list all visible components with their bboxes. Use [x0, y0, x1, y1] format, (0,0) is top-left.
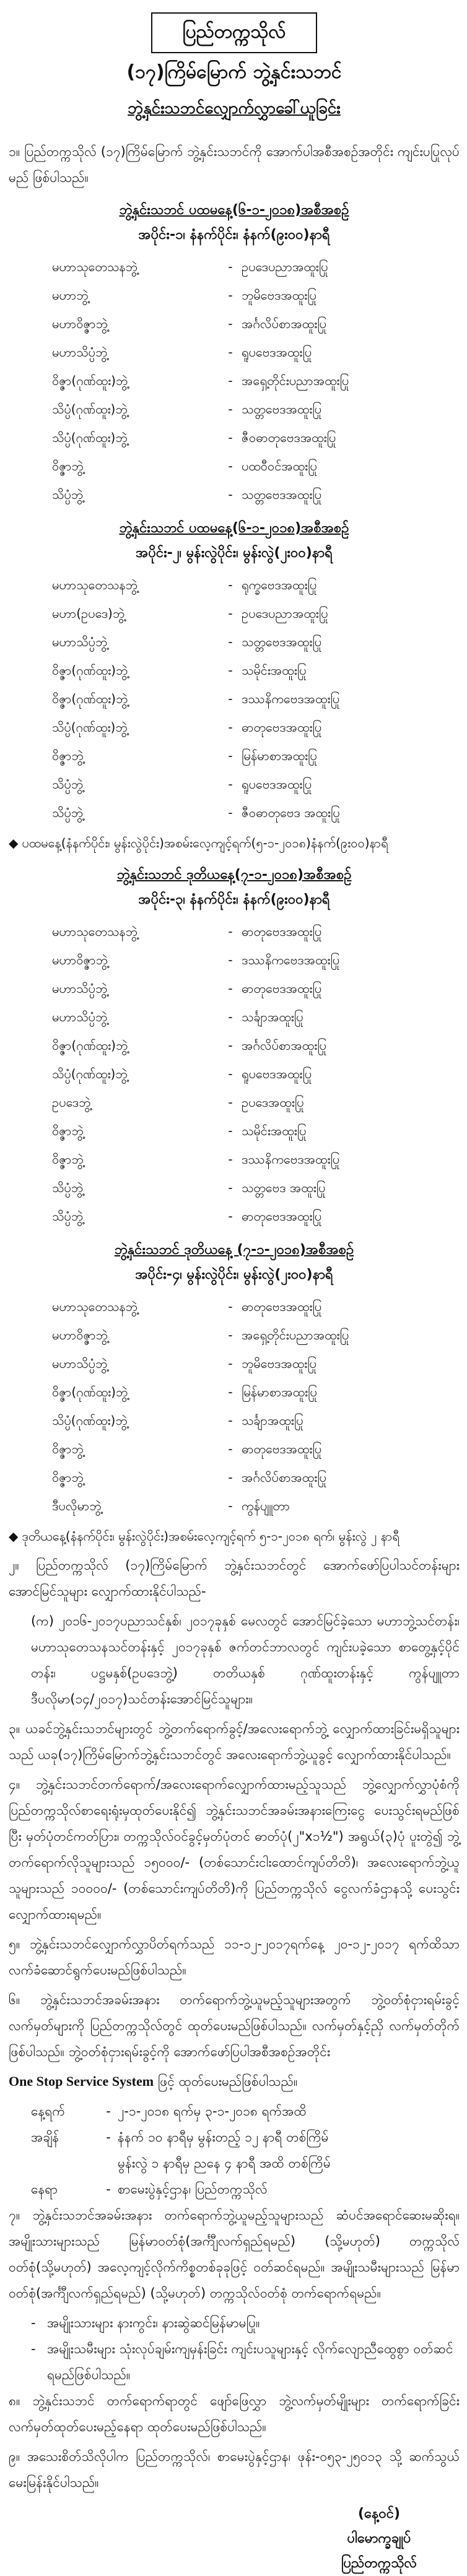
degree-row: မဟာသိပ္ပံဘွဲ့ - သင်္ချာအထူးပြု	[9, 1003, 460, 1031]
schedule-value: နံနက် ၁၀ နာရီမှ မွန်းတည့် ၁၂ နာရီ တစ်ကြိမ်	[118, 2130, 329, 2145]
degree-name: သိပ္ပံ(ဂုဏ်ထူး)ဘွဲ့	[52, 430, 128, 445]
degree-name: မဟာသိပ္ပံဘွဲ့	[52, 1009, 108, 1024]
major-name: ဇီဝဓာတုဗေဒအထူးပြု	[242, 430, 336, 445]
paragraph-text: ဘွဲ့နှင်းသဘင် တက်ရောက်ရာတွင် ဖျော်ဖြေလွှာ ဘွဲ့လက်မှတ်မျိုးများ တက်ရောက်ခြင်း လက်မှတ်ထုတ်ပေးမည့်နေရာ ထုတ်ပေးမည်ဖြစ်ပါသည်။	[9, 2393, 460, 2434]
major-name: အရှေ့တိုင်းပညာအထူးပြု	[242, 373, 349, 388]
schedule-key	[9, 2150, 99, 2176]
degree-name: ဝိဇ္ဇာဘွဲ့	[52, 1470, 84, 1485]
degree-name: မဟာသုတေသနဘွဲ့	[52, 577, 137, 592]
degree-row: ဝိဇ္ဇာ(ဂုဏ်ထူး)ဘွဲ့ - အင်္ဂလိပ်စာအထူးပြု	[9, 1031, 460, 1060]
degree-row: မဟာဝိဇ္ဇာဘွဲ့ - အင်္ဂလိပ်စာအထူးပြု	[9, 309, 460, 338]
degree-name: မဟာသိပ္ပံဘွဲ့	[52, 634, 108, 649]
major-name: ဥပဒေပညာအထူးပြု	[242, 606, 328, 621]
session-block	[9, 831, 460, 1230]
degree-row: ဝိဇ္ဇာဘွဲ့ - သမိုင်းအထူးပြု	[9, 1117, 460, 1145]
major-name: သမိုင်းအထူးပြု	[242, 663, 307, 678]
degree-name: မဟာဝိဇ္ဇာဘွဲ့	[52, 953, 108, 967]
schedule-row: အချိန် - နံနက် ၁၀ နာရီမှ မွန်းတည့် ၁၂ နာရီ တစ်ကြိမ်	[9, 2124, 460, 2150]
degree-row: ဝိဇ္ဇာဘွဲ့ - မြန်မာစာအထူးပြု	[9, 741, 460, 770]
major-name: သတ္တဗေဒ အထူးပြု	[242, 1180, 326, 1195]
session-title: ဘွဲ့နှင်းသဘင် ဒုတိယနေ့(၇-၁-၂၀၁၈)အစီအစဉ်	[116, 867, 352, 883]
paragraph-text: ပြည်တက္ကသိုလ် (၁၇)ကြိမ်မြောက် ဘွဲ့နှင်းသဘင်ကို အောက်ပါအစီအစဉ်အတိုင်း ကျင်းပပြုလုပ်မည် ဖြစ်ပါသည်။	[9, 144, 460, 185]
session-block	[9, 516, 460, 827]
degree-name: ဝိဇ္ဇာဘွဲ့	[52, 459, 84, 473]
major-name: ဇီဝဓာတုဗေဒ အထူးပြု	[242, 805, 340, 820]
degree-name: ဝိဇ္ဇာ(ဂုဏ်ထူး)ဘွဲ့	[52, 663, 128, 678]
major-name: ဓာတုဗေဒအထူးပြု	[242, 1441, 322, 1456]
degree-row: မဟာဝိဇ္ဇာဘွဲ့ - ဒဿနိကဗေဒအထူးပြု	[9, 946, 460, 974]
major-name: ဓာတုဗေဒအထူးပြု	[242, 1209, 322, 1224]
paragraph-text: ဘွဲ့နှင်းသဘင်တက်ရောက်/အလေးရောက်လျှောက်ထားမည့်သူသည် ဘွဲ့လျှောက်လွှာပုံစံကို ပြည်တက္ကသိုလ်စာရေးရုံးမှထုတ်ပေးနိုင်၍ ဘွဲ့နှင်းသဘင်အခမ်းအနားကြေးငွေ ပေးသွင်းရမည်ဖြစ်ပြီး မှတ်ပုံတင်ကတ်ပြား၊ တက္ကသိုလ်ဝင်ခွင့်မှတ်ပုံတင် ဓာတ်ပုံ(၂"x၁½") အရွယ်(၃)ပုံ ပူးတွဲ၍ ဘွဲ့တက်ရောက်လိုသူများသည် ၁၅၀၀၀/- (တစ်သောင်းငါးထောင်ကျပ်တိတိ)၊ အလေးရောက်ဘွဲ့ယူသူများသည် ၁၀၀၀၀/- (တစ်သောင်းကျပ်တိတိ)ကို ပြည်တက္ကသိုလ် ငွေလက်ခံဌာနသို့ ပေးသွင်းလျှောက်ထားရမည်။	[9, 1777, 460, 1922]
paragraph-text: ဘွဲ့နှင်းသဘင်လျှောက်လွှာပိတ်ရက်သည် ၁၁-၁၂-၂၀၁၇ရက်နေ့ ၂၀-၁၂-၂၀၁၇ ရက်ထိသာ လက်ခံဆောင်ရွက်ပေးမည်ဖြစ်ပါသည်။	[9, 1937, 460, 1977]
degree-name: သိပ္ပံ(ဂုဏ်ထူး)ဘွဲ့	[52, 402, 128, 417]
schedule-value: ၂-၁-၂၀၁၈ ရက်မှ ၃-၁-၂၀၁၈ ရက်အထိ	[118, 2104, 307, 2119]
session-block	[9, 1238, 460, 1520]
degree-row: မဟာသုတေသနဘွဲ့ - ဓာတုဗေဒအထူးပြု	[9, 1292, 460, 1321]
bullet-text: အမျိုးသမီးများ သုံးလုပ်ချမ်းကျမှန်းခြင်း ကျင်းပသူများနှင့် လိုက်လျောညီထွေစွာ ဝတ်ဆင်ရမည်ဖြစ်ပါသည်။	[47, 2341, 453, 2382]
major-name: ဓာတုဗေဒအထူးပြု	[242, 924, 322, 939]
major-name: ဓာတုဗေဒအထူးပြု	[242, 981, 322, 996]
degree-row: မဟာသုတေသနဘွဲ့ - ရုက္ခဗေဒအထူးပြု	[9, 571, 460, 599]
session-title: ဘွဲ့နှင်းသဘင် ပထမနေ့(၆-၁-၂၀၁၈)အစီအစဉ်	[119, 202, 349, 218]
major-name: ဥပဒေပညာအထူးပြု	[242, 259, 328, 274]
degree-row: မဟာသုတေသနဘွဲ့ - ဓာတုဗေဒအထူးပြု	[9, 917, 460, 946]
major-name: အရှေ့တိုင်းပညာအထူးပြု	[242, 1328, 349, 1342]
major-name: သတ္တဗေဒအထူးပြု	[242, 487, 322, 502]
degree-row: သိပ္ပံဘွဲ့ - သတ္တဗေဒအထူးပြု	[9, 480, 460, 509]
degree-name: မဟာဘွဲ့	[52, 288, 89, 303]
major-name: ဓာတုဗေဒအထူးပြု	[242, 720, 322, 735]
dress-code-bullet: - အမျိုးသမီးများ သုံးလုပ်ချမ်းကျမှန်းခြင်း ကျင်းပသူများနှင့် လိုက်လျောညီထွေစွာ ဝတ်ဆင်ရမည်ဖြစ်ပါသည်။	[9, 2336, 460, 2388]
session-title: ဘွဲ့နှင်းသဘင် ပထမနေ့(၆-၁-၂၀၁၈)အစီအစဉ်	[119, 521, 349, 536]
degree-row: မဟာဘွဲ့ - ဘူမိဗေဒအထူးပြု	[9, 281, 460, 309]
degree-row: ဝိဇ္ဇာဘွဲ့ - အင်္ဂလိပ်စာအထူးပြု	[9, 1463, 460, 1492]
degree-name: ဝိဇ္ဇာဘွဲ့	[52, 1441, 84, 1456]
degree-row: သိပ္ပံ(ဂုဏ်ထူး)ဘွဲ့ - ဇီဝဓာတုဗေဒအထူးပြု	[9, 423, 460, 452]
degree-row: သိပ္ပံဘွဲ့ - ရူပဗေဒအထူးပြု	[9, 770, 460, 798]
session-title: ဘွဲ့နှင်းသဘင် ဒုတိယနေ့ (၇-၁-၂၀၁၈)အစီအစဉ်	[114, 1242, 354, 1258]
major-name: ဒဿနိကဗေဒအထူးပြု	[242, 691, 340, 706]
one-stop-line	[9, 2068, 460, 2094]
major-name: ဥပဒေအထူးပြု	[242, 1095, 304, 1110]
major-name: ကွန်ပျူတာ	[242, 1498, 290, 1513]
degree-name: သိပ္ပံဘွဲ့	[52, 1180, 83, 1195]
major-name: အင်္ဂလိပ်စာအထူးပြု	[242, 1038, 326, 1053]
major-name: ရုက္ခဗေဒအထူးပြု	[242, 577, 317, 592]
rehearsal-note-text: ဒုတိယနေ့(နံနက်ပိုင်း၊ မွန်းလွဲပိုင်း)အစမ်းလေ့ကျင့်ရက် ၅-၁-၂၀၁၈ ရက်၊ မွန်းလွဲ ၂ နာရီ	[22, 1529, 399, 1544]
session-time: အပိုင်း-၁၊ နံနက်ပိုင်း၊ နံနက်(၉း၀၀)နာရီ	[138, 227, 330, 243]
one-stop-tail: ဖြင့် ထုတ်ပေးမည်ဖြစ်ပါသည်။	[157, 2074, 298, 2089]
schedule-key: နေ့ရက်	[31, 2104, 65, 2119]
degree-row: ဝိဇ္ဇာ(ဂုဏ်ထူး)ဘွဲ့ - ဒဿနိကဗေဒအထူးပြု	[9, 685, 460, 713]
deadline-paragraph	[9, 1931, 460, 1983]
diamond-bullet-icon: ◆	[9, 1529, 19, 1544]
degree-row: မဟာသိပ္ပံဘွဲ့ - ဘူမိဗေဒအထူးပြု	[9, 1349, 460, 1378]
degree-row: မဟာဝိဇ္ဇာဘွဲ့ - အရှေ့တိုင်းပညာအထူးပြု	[9, 1321, 460, 1349]
major-name: ဒဿနိကဗေဒအထူးပြု	[242, 953, 340, 967]
schedule-key: နေရာ	[31, 2182, 58, 2197]
dress-code-paragraph	[9, 2202, 460, 2306]
schedule-value: စာမေးပွဲနှင့်ဌာန၊ ပြည်တက္ကသိုလ်	[118, 2182, 268, 2197]
major-name: မြန်မာစာအထူးပြု	[242, 748, 317, 763]
major-name: ဓာတုဗေဒအထူးပြု	[242, 1299, 322, 1314]
degree-name: မဟာသိပ္ပံဘွဲ့	[52, 345, 108, 360]
signature-block	[9, 2502, 460, 2576]
degree-name: သိပ္ပံဘွဲ့	[52, 487, 83, 502]
paragraph-number: ၅။	[9, 1937, 20, 1951]
degree-name: သိပ္ပံဘွဲ့	[52, 777, 83, 792]
degree-row: သိပ္ပံ(ဂုဏ်ထူး)ဘွဲ့ - သတ္တဗေဒအထူးပြု	[9, 395, 460, 423]
session-block	[9, 198, 460, 509]
degree-name: ဝိဇ္ဇာ(ဂုဏ်ထူး)ဘွဲ့	[52, 691, 128, 706]
paragraph-number: ၉။	[9, 2449, 20, 2464]
degree-row: မဟာသိပ္ပံဘွဲ့ - ရူပဗေဒအထူးပြု	[9, 338, 460, 366]
degree-row: သိပ္ပံဘွဲ့ - ဇီဝဓာတုဗေဒ အထူးပြု	[9, 798, 460, 827]
degree-name: မဟာ(ဥပဒေ)ဘွဲ့	[52, 606, 125, 621]
degree-row: ဥပဒေဘွဲ့ - ဥပဒေအထူးပြု	[9, 1088, 460, 1117]
major-name: ပထဝီဝင်အထူးပြု	[242, 459, 317, 473]
major-name: သင်္ချာအထူးပြု	[242, 1009, 303, 1024]
paragraph-number: ၄။	[9, 1777, 20, 1792]
application-fee-paragraph	[9, 1771, 460, 1927]
major-name: အင်္ဂလိပ်စာအထူးပြု	[242, 316, 326, 331]
degree-name: သိပ္ပံ(ဂုဏ်ထူး)ဘွဲ့	[52, 1066, 128, 1081]
degree-name: သိပ္ပံဘွဲ့	[52, 805, 83, 820]
signature-line-1: (နေ့ဝင်)	[358, 2506, 400, 2522]
eligibility-subclause: (က) ၂၀၁၆-၂၀၁၇ပညာသင်နှစ်၊ ၂၀၁၇ခုနှစ် မေလတွင် အောင်မြင်ခဲ့သော မဟာဘွဲ့သင်တန်း၊ မဟာသုတေသနသင်တန်းနှင့် ၂၀၁၇ခုနှစ် ဇက်တင်ဘာလတွင် ကျင်းပခဲ့သော စာတွေ့နှင့်ပိုင်တန်း၊ ပဋ္ဌမနှစ်(ဥပဒေဘွဲ့) တတိယနှစ် ဂုဏ်ထူးတန်းနှင့် ကွန်ပျူတာဒီပလိုမာ(၁၄/၂၀၁၇)သင်တန်းအောင်မြင်သူများ။	[31, 1614, 460, 1706]
major-name: ရူပဗေဒအထူးပြု	[242, 345, 312, 360]
major-name: အင်္ဂလိပ်စာအထူးပြု	[242, 1470, 326, 1485]
degree-row: ဒီပလိုမာဘွဲ့ - ကွန်ပျူတာ	[9, 1492, 460, 1520]
degree-row: သိပ္ပံ(ဂုဏ်ထူး)ဘွဲ့ - ရူပဗေဒအထူးပြု	[9, 1060, 460, 1088]
degree-name: ဝိဇ္ဇာဘွဲ့	[52, 1123, 84, 1138]
rehearsal-note	[9, 831, 460, 855]
late-degree-paragraph	[9, 1716, 460, 1768]
schedule-row: နေ့ရက် - ၂-၁-၂၀၁၈ ရက်မှ ၃-၁-၂၀၁၈ ရက်အထိ	[9, 2098, 460, 2124]
degree-name: ဝိဇ္ဇာ(ဂုဏ်ထူး)ဘွဲ့	[52, 1038, 128, 1053]
schedule-value: မွန်းလွဲ ၁ နာရီမှ ညနေ ၄ နာရီ အထိ တစ်ကြိမ်	[118, 2156, 331, 2171]
one-stop-service-label: One Stop Service System	[9, 2073, 154, 2089]
signature-line-2: ပါမောက္ခချုပ်	[347, 2531, 411, 2546]
schedule-key: အချိန်	[31, 2130, 59, 2145]
paragraph-text: ဘွဲ့နှင်းသဘင်အခမ်းအနား တက်ရောက်ဘွဲ့ယူမည့်သူများသည် ဆံပင်အရောင်ဆေးမဆိုးရ။ အမျိုးသားများသည် မြန်မာဝတ်စုံ(အင်္ကျီလက်ရှည်ရမည်) (သို့မဟုတ်) တက္ကသိုလ်ဝတ်စုံ(သို့မဟုတ်) အလေ့ကျင့်လိုက်ကိစ္စတစ်ခုခုဖြင့် ဝတ်ဆင်ရမည်။ အမျိုးသမီးများသည် မြန်မာဝတ်စုံ(အင်္ကျီလက်ရှည်ရမည်) (သို့မဟုတ်) တက္ကသိုလ်ဝတ်စုံ တက်ရောက်ရမည်။	[9, 2208, 460, 2301]
degree-name: မဟာသုတေသနဘွဲ့	[52, 924, 137, 939]
major-name: ဘူမိဗေဒအထူးပြု	[242, 288, 316, 303]
paragraph-number: ၃။	[9, 1721, 20, 1736]
degree-row: ဝိဇ္ဇာဘွဲ့ - ဓာတုဗေဒအထူးပြု	[9, 1435, 460, 1463]
paragraph-text: ပြည်တက္ကသိုလ် (၁၇)ကြိမ်မြောက် ဘွဲ့နှင်းသဘင်တွင် အောက်ဖော်ပြပါသင်တန်းများ အောင်မြင်သူများ လျှောက်ထားနိုင်ပါသည်-	[9, 1558, 460, 1599]
degree-row: ဝိဇ္ဇာဘွဲ့ - ဒဿနိကဗေဒအထူးပြု	[9, 1145, 460, 1173]
session-time: အပိုင်း-၂၊ မွန်းလွဲပိုင်း၊ မွန်းလွဲ(၂း၀၀)နာရီ	[136, 545, 333, 561]
degree-name: ဝိဇ္ဇာဘွဲ့	[52, 748, 84, 763]
session-time: အပိုင်း-၄၊ မွန်းလွဲပိုင်း၊ မွန်းလွဲ(၂း၀၀)နာရီ	[135, 1267, 333, 1282]
degree-name: ဝိဇ္ဇာ(ဂုဏ်ထူး)ဘွဲ့	[52, 373, 128, 388]
degree-row: ဝိဇ္ဇာ(ဂုဏ်ထူး)ဘွဲ့ - မြန်မာစာအထူးပြု	[9, 1378, 460, 1406]
degree-name: ဒီပလိုမာဘွဲ့	[52, 1498, 102, 1513]
degree-name: သိပ္ပံ(ဂုဏ်ထူး)ဘွဲ့	[52, 1413, 128, 1428]
major-name: ရူပဗေဒအထူးပြု	[242, 1066, 312, 1081]
degree-name: မဟာသိပ္ပံဘွဲ့	[52, 981, 108, 996]
eligibility-paragraph	[9, 1552, 460, 1604]
major-name: ဒဿနိကဗေဒအထူးပြု	[242, 1152, 340, 1167]
diamond-bullet-icon: ◆	[9, 836, 19, 850]
degree-row: သိပ္ပံဘွဲ့ - ဓာတုဗေဒအထူးပြု	[9, 1202, 460, 1230]
degree-name: မဟာသုတေသနဘွဲ့	[52, 259, 137, 274]
gown-schedule	[9, 2098, 460, 2202]
major-name: ရူပဗေဒအထူးပြု	[242, 777, 312, 792]
degree-name: မဟာဝိဇ္ဇာဘွဲ့	[52, 1328, 108, 1342]
convocation-subtitle: (၁၇)ကြိမ်မြောက် ဘွဲ့နှင်းသဘင်	[126, 61, 342, 83]
schedule-row	[9, 2150, 460, 2176]
degree-row: မဟာသုတေသနဘွဲ့ - ဥပဒေပညာအထူးပြု	[9, 253, 460, 281]
paragraph-text: ယခင်ဘွဲ့နှင်းသဘင်များတွင် ဘွဲ့တက်ရောက်ခွင့်/အလေးရောက်ဘွဲ့ လျှောက်ထားခြင်းမရှိသူများသည် ယခု(၁၇)ကြိမ်မြောက်ဘွဲ့နှင်းသဘင်တွင် အလေးရောက်ဘွဲ့ယူခွင့် လျှောက်ထားနိုင်ပါသည်။	[9, 1721, 460, 1762]
signature-line-3: ပြည်တက္ကသိုလ်	[341, 2556, 417, 2571]
degree-row: မဟာသိပ္ပံဘွဲ့ - ဓာတုဗေဒအထူးပြု	[9, 974, 460, 1003]
paragraph-number: ၆။	[9, 1992, 20, 2007]
degree-name: ဝိဇ္ဇာဘွဲ့	[52, 1152, 84, 1167]
degree-row: ဝိဇ္ဇာ(ဂုဏ်ထူး)ဘွဲ့ - အရှေ့တိုင်းပညာအထူးပြု	[9, 366, 460, 395]
application-topic: ဘွဲ့နှင်းသဘင်လျှောက်လွှာခေါ်ယူခြင်း	[128, 99, 341, 118]
major-name: မြန်မာစာအထူးပြု	[242, 1385, 317, 1399]
paragraph-text: ဘွဲ့နှင်းသဘင်အခမ်းအနား တက်ရောက်ဘွဲ့ယူမည့်သူများအတွက် ဘွဲ့ဝတ်စုံငှားရမ်းခွင့် လက်မှတ်များကို ပြည်တက္ကသိုလ်တွင် ထုတ်ပေးမည်ဖြစ်ပါသည်။ လက်မှတ်နှင့်ညှိ လက်မှတ်တိုက် ဖြစ်ပါသည်။ ဘွဲ့ဝတ်စုံငှားရမ်းခွင့်ကို အောက်ဖော်ပြပါအစီအစဉ်အတိုင်း	[9, 1992, 460, 2059]
paragraph-number: ၇။	[9, 2208, 20, 2223]
degree-row: သိပ္ပံဘွဲ့ - သတ္တဗေဒ အထူးပြု	[9, 1173, 460, 1202]
paragraph-number: ၁။	[9, 144, 20, 159]
degree-row: သိပ္ပံ(ဂုဏ်ထူး)ဘွဲ့ - သင်္ချာအထူးပြု	[9, 1406, 460, 1435]
major-name: သတ္တဗေဒအထူးပြု	[242, 634, 322, 649]
schedule-row: နေရာ - စာမေးပွဲနှင့်ဌာန၊ ပြည်တက္ကသိုလ်	[9, 2176, 460, 2202]
degree-name: သိပ္ပံဘွဲ့	[52, 1209, 83, 1224]
ticket-paragraph	[9, 2388, 460, 2440]
major-name: ဘူမိဗေဒအထူးပြု	[242, 1356, 316, 1371]
major-name: သမိုင်းအထူးပြု	[242, 1123, 307, 1138]
paragraph-number: ၈။	[9, 2393, 20, 2408]
degree-name: မဟာဝိဇ္ဇာဘွဲ့	[52, 316, 108, 331]
major-name: သတ္တဗေဒအထူးပြု	[242, 402, 322, 417]
university-title: ပြည်တက္ကသိုလ်	[182, 20, 286, 43]
paragraph-number: ၂။	[9, 1558, 19, 1573]
degree-row: သိပ္ပံ(ဂုဏ်ထူး)ဘွဲ့ - ဓာတုဗေဒအထူးပြု	[9, 713, 460, 741]
degree-row: မဟာ(ဥပဒေ)ဘွဲ့ - ဥပဒေပညာအထူးပြု	[9, 599, 460, 628]
dress-code-bullet: - အမျိုးသားများ နားကွင်း၊ နားဆွဲဆင်မြန်မာမပြု။	[9, 2310, 460, 2336]
degree-name: ဥပဒေဘွဲ့	[52, 1095, 91, 1110]
rehearsal-note-text: ပထမနေ့(နံနက်ပိုင်း၊ မွန်းလွဲပိုင်း)အစမ်းလေ့ကျင့်ရက်(၅-၁-၂၀၁၈)နံနက်(၉း၀၀)နာရီ	[22, 836, 388, 850]
degree-name: မဟာသိပ္ပံဘွဲ့	[52, 1356, 108, 1371]
degree-row: ဝိဇ္ဇာ(ဂုဏ်ထူး)ဘွဲ့ - သမိုင်းအထူးပြု	[9, 656, 460, 685]
degree-row: မဟာသိပ္ပံဘွဲ့ - သတ္တဗေဒအထူးပြု	[9, 628, 460, 656]
bullet-text: အမျိုးသားများ နားကွင်း၊ နားဆွဲဆင်မြန်မာမပြု။	[47, 2315, 260, 2330]
contact-paragraph	[9, 2444, 460, 2496]
paragraph-text: အသေးစိတ်သိလိုပါက ပြည်တက္ကသိုလ်၊ စာမေးပွဲနှင့်ဌာန၊ ဖုန်း-၀၅၃-၂၅၀၁၃ သို့ ဆက်သွယ်မေးမြန်းနိုင်ပါသည်။	[9, 2449, 460, 2490]
degree-name: ဝိဇ္ဇာ(ဂုဏ်ထူး)ဘွဲ့	[52, 1385, 128, 1399]
session-time: အပိုင်း-၃၊ နံနက်ပိုင်း၊ နံနက်(၉း၀၀)နာရီ	[138, 892, 330, 907]
degree-name: သိပ္ပံ(ဂုဏ်ထူး)ဘွဲ့	[52, 720, 128, 735]
degree-name: မဟာသုတေသနဘွဲ့	[52, 1299, 137, 1314]
university-title-box	[151, 12, 317, 53]
intro-paragraph	[9, 139, 460, 191]
rehearsal-note	[9, 1524, 460, 1549]
major-name: သင်္ချာအထူးပြု	[242, 1413, 303, 1428]
degree-row: ဝိဇ္ဇာဘွဲ့ - ပထဝီဝင်အထူးပြု	[9, 452, 460, 480]
gown-paragraph	[9, 1987, 460, 2065]
